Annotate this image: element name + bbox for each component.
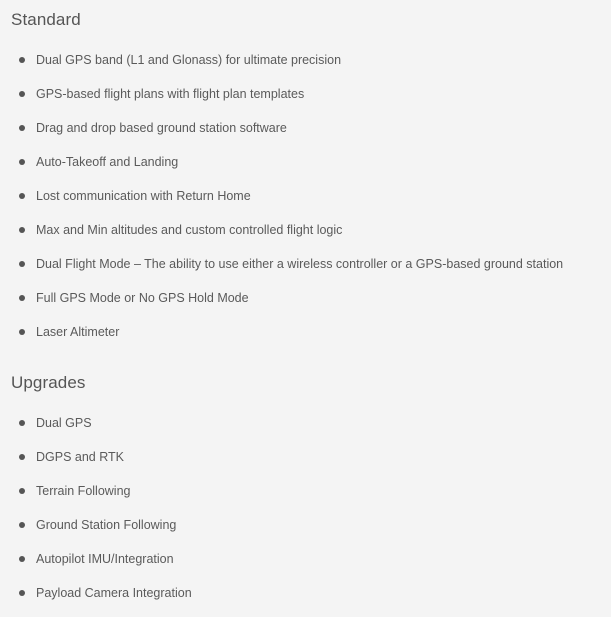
bullet-icon [19,261,25,267]
list-item [0,413,192,447]
bullet-icon [19,57,25,63]
list-item [0,220,563,254]
list-item [0,447,192,481]
list-item-text: Dual GPS [36,416,92,430]
bullet-icon [19,488,25,494]
list-item-text: Dual Flight Mode – The ability to use either a wireless controller or a GPS-based ground station [36,257,564,271]
bullet-icon [19,227,25,233]
list-item-text: Auto-Takeoff and Landing [36,155,179,169]
section-title-upgrades: Upgrades [11,373,86,392]
bullet-icon [19,91,25,97]
bullet-icon [19,420,25,426]
bullet-icon [19,295,25,301]
list-item [0,322,563,356]
upgrades-features-list [0,413,192,617]
list-item-text: GPS-based flight plans with flight plan templates [36,87,305,101]
list-item-text: Laser Altimeter [36,325,120,339]
list-item [0,481,192,515]
bullet-icon [19,590,25,596]
list-item-text: Terrain Following [36,484,131,498]
list-item [0,186,563,220]
list-item [0,50,563,84]
list-item-text: DGPS and RTK [36,450,125,464]
bullet-icon [19,454,25,460]
section-title-standard: Standard [11,10,81,29]
list-item-text: Payload Camera Integration [36,586,192,600]
list-item [0,84,563,118]
list-item [0,288,563,322]
standard-features-list [0,50,563,356]
list-item [0,583,192,617]
list-item-text: Autopilot IMU/Integration [36,552,174,566]
list-item [0,515,192,549]
bullet-icon [19,329,25,335]
list-item [0,549,192,583]
bullet-icon [19,125,25,131]
list-item-text: Max and Min altitudes and custom controlled flight logic [36,223,343,237]
list-item-text: Lost communication with Return Home [36,189,251,203]
list-item [0,254,563,288]
list-item-text: Drag and drop based ground station software [36,121,287,135]
list-item [0,118,563,152]
list-item-text: Ground Station Following [36,518,177,532]
bullet-icon [19,193,25,199]
bullet-icon [19,159,25,165]
list-item [0,152,563,186]
list-item-text: Full GPS Mode or No GPS Hold Mode [36,291,249,305]
bullet-icon [19,522,25,528]
bullet-icon [19,556,25,562]
list-item-text: Dual GPS band (L1 and Glonass) for ultimate precision [36,53,342,67]
